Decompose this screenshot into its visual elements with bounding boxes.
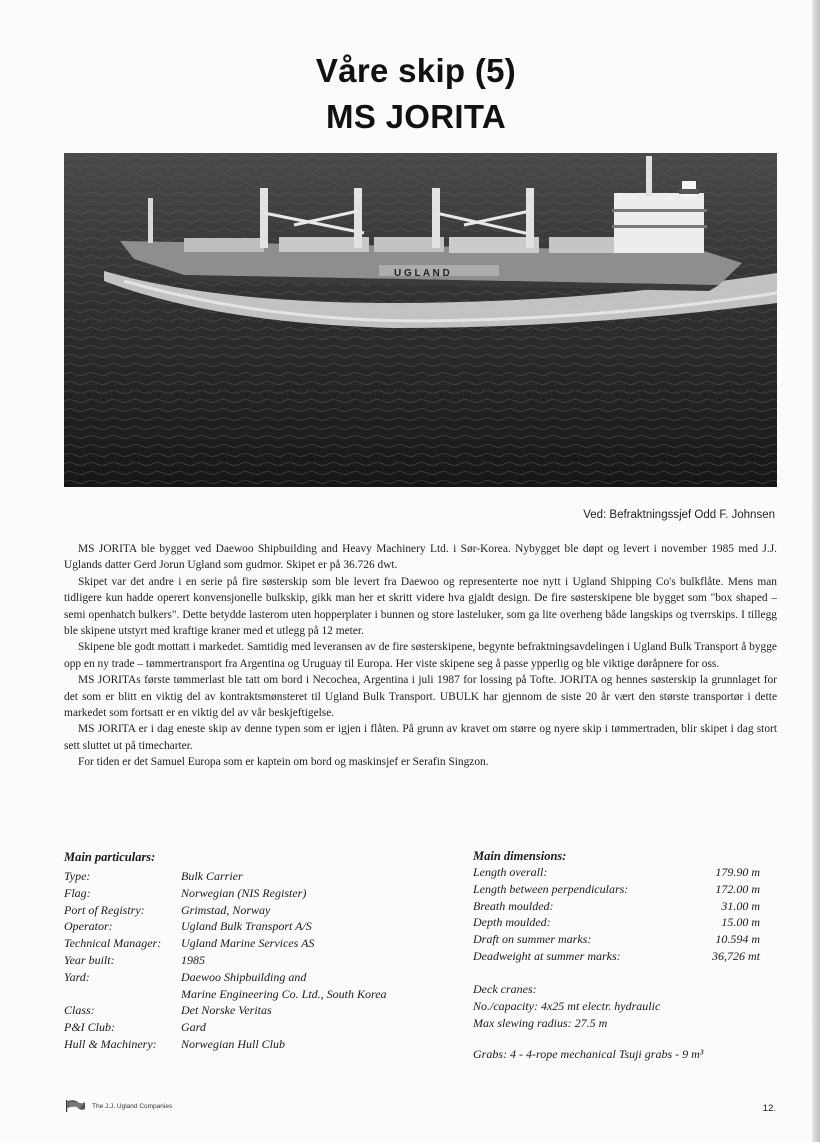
article-body — [64, 541, 777, 771]
flag-logo-icon — [66, 1100, 86, 1112]
spec-label: P&I Club: — [64, 1020, 115, 1035]
spec-value: Ugland Bulk Transport A/S — [181, 919, 312, 934]
spec-label: Port of Registry: — [64, 902, 145, 917]
spec-row — [64, 935, 451, 952]
spec-label: Operator: — [64, 919, 113, 934]
spec-row — [64, 902, 451, 919]
spec-label: Year built: — [64, 952, 115, 967]
main-dimensions-table — [473, 864, 760, 965]
spec-row — [64, 969, 451, 986]
dimension-label: Draft on summer marks: — [473, 932, 592, 947]
spec-row — [64, 1019, 451, 1036]
main-dimensions-title: Main dimensions: — [473, 849, 567, 863]
company-name: The J.J. Ugland Companies — [92, 1102, 173, 1110]
ship-name-title: MS JORITA — [326, 98, 506, 135]
spec-value: Marine Engineering Co. Ltd., South Korea — [181, 986, 387, 1001]
dimension-label: Length overall: — [473, 865, 548, 879]
spec-value: Daewoo Shipbuilding and — [181, 969, 307, 984]
spec-value: Norwegian (NIS Register) — [181, 885, 307, 900]
spec-row — [64, 868, 451, 885]
spec-value: Ugland Marine Services AS — [181, 936, 315, 951]
dimension-value: 172.00 m — [715, 881, 760, 896]
spec-label: Type: — [64, 869, 91, 883]
spec-label: Technical Manager: — [64, 936, 162, 951]
dimension-row — [473, 914, 760, 931]
spec-value: Bulk Carrier — [181, 869, 243, 883]
page-edge-shadow — [812, 0, 820, 1142]
spec-label — [64, 986, 181, 1003]
paragraph: For tiden er det Samuel Europa som er kaptein om bord og maskinsjef er Serafin Singzon. — [78, 756, 489, 769]
spec-value: 1985 — [181, 952, 205, 967]
dimension-row — [473, 931, 760, 948]
spec-value: Gard — [181, 1020, 206, 1035]
dimension-value: 15.00 m — [721, 915, 760, 930]
main-particulars-title: Main particulars: — [64, 850, 156, 864]
spec-row — [64, 885, 451, 902]
footer-company — [66, 1100, 172, 1112]
dimension-label: Breath moulded: — [473, 898, 554, 913]
main-particulars-table — [64, 868, 451, 1053]
dimension-row — [473, 864, 760, 881]
spec-value: Norwegian Hull Club — [181, 1036, 286, 1051]
paragraph: MS JORITAs første tømmerlast ble tatt om bord i Necochea, Argentina i juli 1987 for lossing på Tofte. JORITA og hennes søsterskip la grunnlaget for det som er blitt en viktig del av kontraktsmønsteret til Ugland Bulk Transport. UBULK har gjennom de siste 20 år vært den største transportør i dette markedet som fortsatt er en viktig del av vår beskjeftigelse. — [64, 674, 777, 720]
spec-row — [64, 918, 451, 935]
spec-label: Yard: — [64, 969, 90, 984]
spec-label: Class: — [64, 1003, 95, 1018]
spec-row — [64, 952, 451, 969]
dimension-value: 31.00 m — [721, 898, 760, 913]
page-title: Våre skip (5) — [315, 52, 517, 89]
dimension-row — [473, 898, 760, 915]
spec-row — [64, 986, 451, 1003]
paragraph: MS JORITA er i dag eneste skip av denne typen som er igjen i flåten. På grunn av kravet om større og nyere skip i tømmertraden, blir skipet i dag stort sett sluttet ut på timecharter. — [64, 723, 777, 752]
dimension-value: 36,726 mt — [712, 948, 760, 963]
paragraph: MS JORITA ble bygget ved Daewoo Shipbuilding and Heavy Machinery Ltd. i Sør-Korea. Nybygget ble døpt og levert i november 1985 med J.J. Uglands datter Gerd Jorun Ugland som gudmor. Skipet er på 36.726 dwt. — [64, 543, 777, 572]
deck-cranes-block — [473, 981, 660, 1031]
hull-lettering: U G L A N D — [394, 268, 450, 279]
spec-value: Grimstad, Norway — [181, 902, 271, 917]
dimension-row — [473, 948, 760, 965]
dimension-label: Deadweight at summer marks: — [473, 948, 621, 963]
paragraph: Skipet var det andre i en serie på fire søsterskip som ble levert fra Daewoo og representerte noe nytt i Ugland Shipping Co's bulkflåte. Mens man tidligere kun hadde operert konvensjonelle bulkskip, gikk man her et skritt videre hva gjaldt design. De fire søsterskipene ble bygget som "box shaped – semi openhatch bulkers". Dette betydde lasterom uten hopperplater i bunnen og store lasteluker, som ga lite overheng både langskips og tverrskips. I tillegg ble skipene utstyrt med kraftige kraner med et utlegg på 12 meter. — [64, 575, 777, 638]
ship-photo — [64, 153, 777, 487]
photo-caption: Ved: Befraktningssjef Odd F. Johnsen — [583, 509, 775, 521]
dimension-label: Depth moulded: — [473, 915, 551, 930]
deck-cranes-capacity: No./capacity: 4x25 mt electr. hydraulic — [473, 998, 661, 1013]
deck-cranes-title: Deck cranes: — [473, 982, 537, 996]
spec-label: Hull & Machinery: — [64, 1036, 157, 1051]
dimension-label: Length between perpendiculars: — [473, 881, 629, 896]
spec-label: Flag: — [64, 885, 91, 900]
page-number: 12. — [762, 1103, 776, 1114]
spec-row — [64, 1002, 451, 1019]
dimension-value: 10.594 m — [715, 932, 760, 947]
deck-cranes-radius: Max slewing radius: 27.5 m — [473, 1015, 608, 1030]
spec-row — [64, 1036, 451, 1053]
grabs-line: Grabs: 4 - 4-rope mechanical Tsuji grabs - 9 m³ — [473, 1047, 704, 1061]
spec-value: Det Norske Veritas — [181, 1003, 272, 1018]
dimension-value: 179.90 m — [715, 865, 760, 879]
dimension-row — [473, 881, 760, 898]
paragraph: Skipene ble godt mottatt i markedet. Samtidig med leveransen av de fire søsterskipene, begynte befraktningsavdelingen i Ugland Bulk Transport å bygge opp en ny trade – tømmertransport fra Argentina og Uruguay til Europa. Her viste skipene seg å passe ypperlig og ble viktige døråpnere for oss. — [64, 641, 777, 670]
